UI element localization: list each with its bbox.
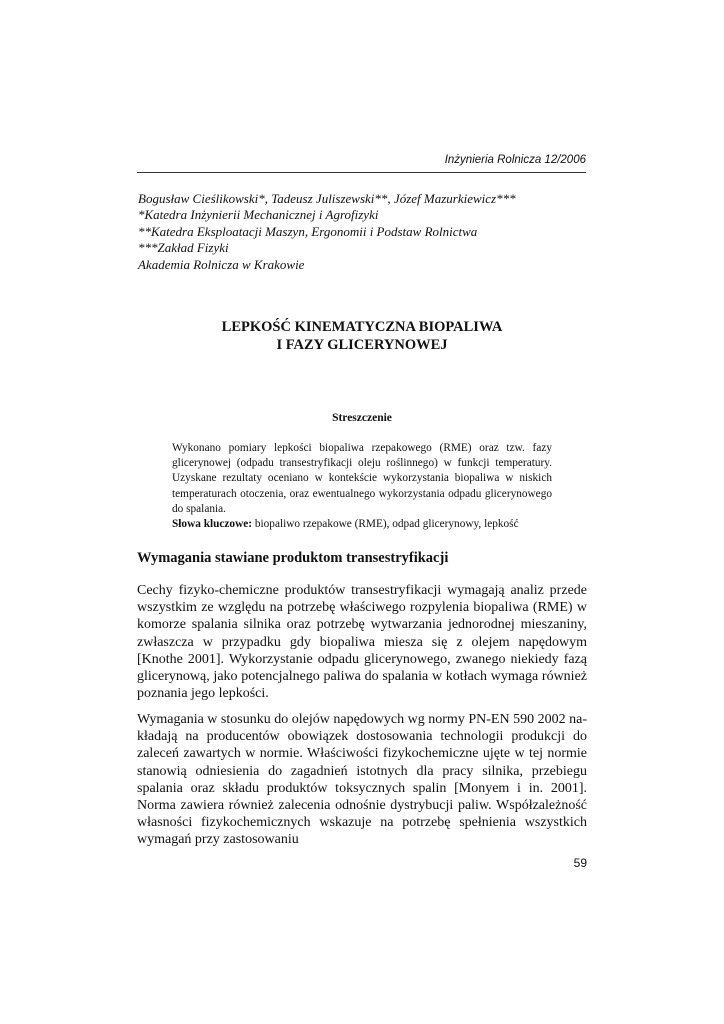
page-number: 59: [573, 856, 587, 870]
abstract-text: Wykonano pomiary lepkości biopaliwa rzepakowego (RME) oraz tzw. fazy glicerynowej (odpadu transestryfikacji oleju roślinnego) w funkcji temperatury. Uzyskane rezultaty oceniano w kontekście wykorzystania biopaliwa w niskich temperaturach otoczenia, oraz ewentualnego wykorzystania odpadu glicerynowego do spalania.: [172, 442, 552, 515]
keywords-value: biopaliwo rzepakowe (RME), odpad glicerynowy, lepkość: [252, 518, 519, 531]
abstract: [172, 441, 552, 532]
section-heading: Wymagania stawiane produktom transestryfikacji: [137, 550, 449, 566]
header-rule: [137, 172, 586, 173]
keywords-label: Słowa kluczowe:: [172, 518, 253, 531]
author-names: Bogusław Cieślikowski*, Tadeusz Juliszewski**, Józef Mazurkiewicz***: [138, 191, 516, 206]
abstract-heading: Streszczenie: [332, 412, 392, 424]
affiliation-3: ***Zakład Fizyki: [138, 240, 229, 256]
keywords: [172, 517, 552, 532]
title-line-2: I FAZY GLICERYNOWEJ: [276, 337, 448, 353]
university: Akademia Rolnicza w Krakowie: [138, 256, 305, 272]
affiliation-2: **Katedra Eksploatacji Maszyn, Ergonomii i Podstaw Rolnictwa: [138, 223, 478, 239]
author-block: [138, 191, 588, 273]
journal-header: Inżynieria Rolnicza 12/2006: [444, 154, 586, 166]
title-line-1: LEPKOŚĆ KINEMATYCZNA BIOPALIWA: [221, 319, 503, 335]
affiliation-1: *Katedra Inżynierii Mechanicznej i Agrofizyki: [138, 207, 379, 223]
paper-title: [137, 318, 587, 354]
paragraph-2: Wymagania w stosunku do olejów napędowych wg normy PN-EN 590 2002 nakładają na producentów obowiązek dostosowania technologii produkcji do zaleceń zawartych w normie. Właściwości fizykochemiczne ujęte w tej normie stanowią odniesienia do zagadnień istotnych dla pracy silnika, przebiegu spalania oraz składu produktów toksycznych spalin [Monyem i in. 2001]. Norma zawiera również zalecenia odnośnie dystrybucji paliw. Współzależność własności fizykochemicznych wskazuje na potrzebę spełnienia wszystkich wymagań przy zastosowaniu: [137, 712, 587, 848]
paragraph-1: Cechy fizyko-chemiczne produktów transestryfikacji wymagają analiz przede wszystkim ze względu na potrzebę właściwego rozpylenia biopaliwa (RME) w komorze spalania silnika oraz potrzebę wytwarzania jednorodnej mieszaniny, zwłaszcza w przypadku gdy biopaliwa miesza się z olejem napędowym [Knothe 2001]. Wykorzystanie odpadu glicerynowego, zwanego niekiedy fazą glicerynową, jako potencjalnego paliwa do spalania w kotłach wymaga również poznania jego lepkości.: [137, 583, 587, 702]
